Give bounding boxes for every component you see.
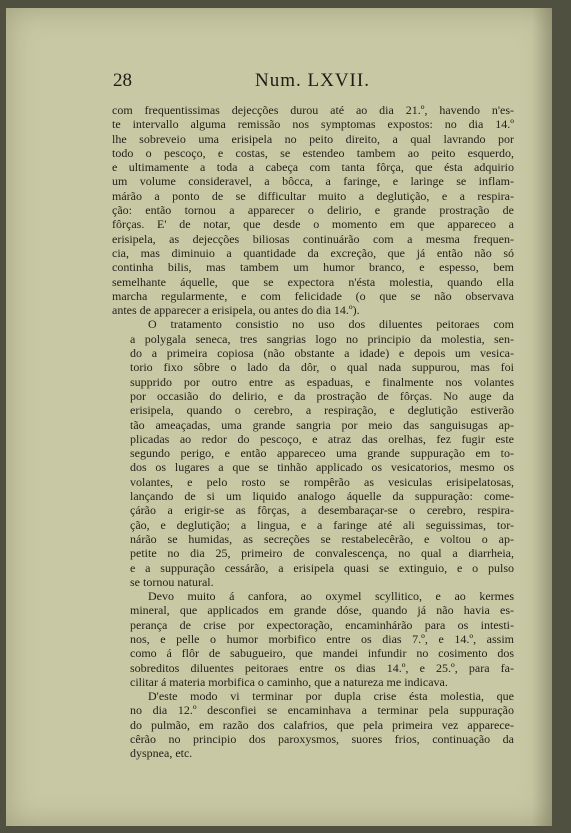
text-line: com frequentissimas dejecções durou até ao dia 21.º, havendo n'es- bbox=[112, 103, 514, 117]
text-line: dyspnea, etc. bbox=[130, 746, 193, 761]
text-line: D'este modo vi terminar por dupla crise ésta molestia, que bbox=[148, 689, 514, 704]
text-line: ção: então tornou a apparecer o delirio, e grande prostração de bbox=[112, 203, 514, 218]
page-header bbox=[113, 70, 513, 96]
text-line: se tornou natural. bbox=[130, 574, 214, 589]
text-line: tão ameaçadas, uma grande sangria por meio das sanguisugas ap- bbox=[130, 417, 514, 432]
text-line: como á flôr de sabugueiro, que mandei infundir no cosimento dos bbox=[130, 646, 514, 661]
text-line: plicadas ao redor do pescoço, e atraz das orelhas, fez fugir este bbox=[130, 431, 514, 446]
text-line: torio fixo sôbre o lado da dôr, o qual nada suppurou, mas foi bbox=[130, 360, 514, 375]
text-line: nárão se humidas, as secreções se restabelecêrão, e voltou o ap- bbox=[130, 531, 514, 546]
running-title: Num. LXVII. bbox=[255, 70, 370, 91]
text-line: do pulmão, em razão dos calafrios, que pela primeira vez apparece- bbox=[130, 717, 514, 732]
text-line: semelhante áquelle, que se expectora n'ésta molestia, quando ella bbox=[112, 274, 514, 289]
text-line: supprido por outro entre as espaduas, e finalmente nos volantes bbox=[130, 374, 514, 389]
text-line: dos os lugares a que se tinhão applicado os vesicatorios, mesmo os bbox=[130, 460, 514, 475]
text-line: antes de apparecer a erisipela, ou antes do dia 14.º). bbox=[112, 303, 360, 318]
text-line: cia, mas diminuio a quantidade da excreção, que já então não só bbox=[112, 245, 514, 260]
text-line: lhe sobreveio uma erisipela no peito direito, a qual lavrando por bbox=[112, 131, 514, 146]
text-line: por occasião do delirio, e da prostração de fôrças. No auge da bbox=[130, 388, 514, 403]
text-line: segundo perigo, e então appareceo uma grande suppuração em to- bbox=[130, 446, 514, 461]
text-line: O tratamento consistio no uso dos diluentes peitoraes com bbox=[148, 317, 514, 332]
text-line: e a suppuração cessárão, a erisipela quasi se extinguio, e o pulso bbox=[130, 560, 514, 575]
text-line: marcha regularmente, e com felicidade (o que se não observava bbox=[112, 288, 514, 303]
text-line: a polygala seneca, tres sangrias logo no principio da molestia, sen- bbox=[130, 331, 514, 346]
text-line: nos, e pelle o humor morbifico entre os dias 7.º, e 14.º, assim bbox=[130, 631, 514, 646]
text-line: márão a ponto de se difficultar muito a deglutição, e a respira- bbox=[112, 188, 514, 203]
paragraph bbox=[112, 589, 514, 689]
text-line: te intervallo alguma remissão nos symptomas expostos: no dia 14.º bbox=[112, 117, 514, 132]
text-line: um volume consideravel, a bôcca, a faringe, e laringe se inflam- bbox=[112, 174, 514, 189]
text-line: petite no dia 25, primeiro de convalescença, no qual a diarrheia, bbox=[130, 546, 514, 561]
text-line: no dia 12.º desconfiei se encaminhava a terminar pela suppuração bbox=[130, 703, 514, 718]
text-line: continha bilis, mas tambem um humor branco, e espesso, bem bbox=[112, 260, 514, 275]
paragraph bbox=[112, 689, 514, 760]
text-line: sobreditos diluentes peitoraes entre os dias 14.º, e 25.º, para fa- bbox=[130, 660, 514, 675]
text-line: fôrças. E' de notar, que desde o momento em que appareceo a bbox=[112, 217, 514, 232]
text-line: erisipela, as dejecções biliosas continuárão com a mesma frequen- bbox=[112, 231, 514, 246]
text-line: todo o pescoço, e costas, se estendeo tambem ao peito esquerdo, bbox=[112, 145, 514, 160]
text-line: cilitar á materia morbifica o caminho, que a natureza me indicava. bbox=[130, 674, 448, 689]
paragraph bbox=[112, 103, 514, 317]
text-line: Devo muito á canfora, ao oxymel scyllitico, e ao kermes bbox=[148, 589, 514, 604]
text-line: perança de crise por expectoração, encaminhárão para os intesti- bbox=[130, 617, 514, 632]
text-line: erisipela, quando o cerebro, a respiração, e deglutição estiverão bbox=[130, 403, 514, 418]
text-line: çárão a erigir-se as fôrças, a desembaraçar-se o cerebro, respira- bbox=[130, 503, 514, 518]
text-line: ção, e deglutição; a lingua, e a faringe até ali seguissimas, tor- bbox=[130, 517, 514, 532]
paragraph bbox=[112, 317, 514, 589]
text-line: lançando de si um liquido analogo áquelle da suppuração: come- bbox=[130, 489, 514, 504]
text-line: mineral, que applicados em grande dóse, quando já não havia es- bbox=[130, 603, 514, 618]
text-line: do a primeira copiosa (não obstante a idade) e depois um vesica- bbox=[130, 346, 514, 361]
text-line: e ultimamente a toda a cabeça com tanta fôrça, que ésta adquirio bbox=[112, 160, 514, 175]
page-number: 28 bbox=[113, 70, 132, 91]
body-text bbox=[112, 103, 514, 761]
text-line: volantes, e pelo rosto se rompêrão as vesiculas erisipelatosas, bbox=[130, 474, 514, 489]
text-line: cêrão no principio dos paroxysmos, suores frios, continuação da bbox=[130, 732, 514, 747]
